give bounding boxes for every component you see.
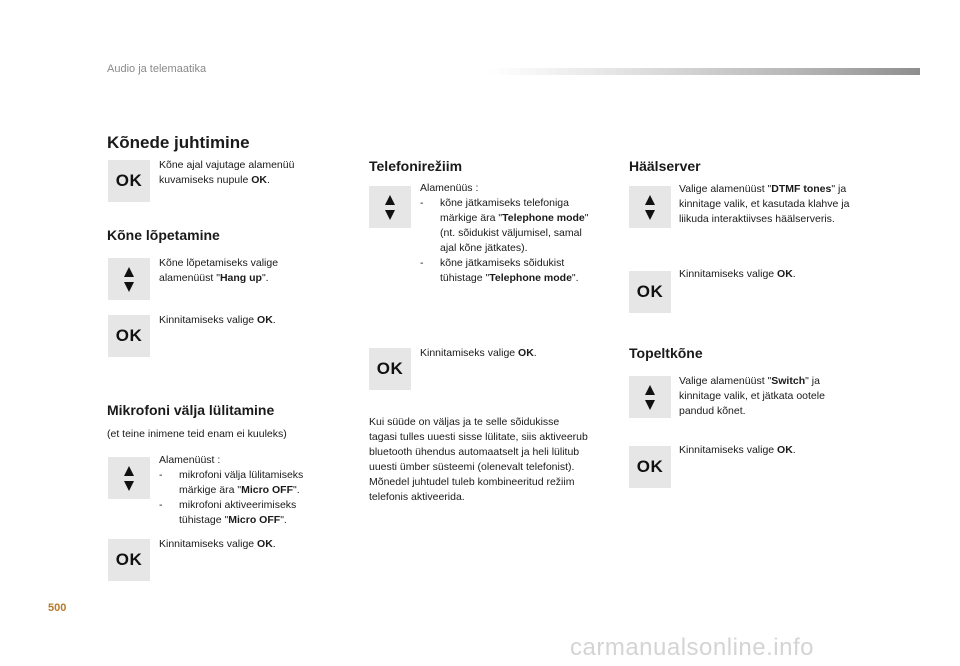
- switch-text: Valige alamenüüst "Switch" ja kinnitage valik, et jätkata ootele pandud kõnet.: [679, 375, 825, 417]
- mic-confirm-text: Kinnitamiseks valige OK.: [159, 538, 276, 550]
- title-double-call: Topeltkõne: [629, 345, 703, 361]
- up-down-arrows-icon: [629, 186, 671, 228]
- ok-button-icon: OK: [629, 446, 671, 488]
- title-end-call: Kõne lõpetamine: [107, 227, 220, 243]
- title-voice-server: Häälserver: [629, 158, 701, 174]
- end-call-text: Kõne lõpetamiseks valige alamenüüst "Hang up".: [159, 257, 279, 284]
- confirm-text: Kinnitamiseks valige OK.: [159, 314, 276, 326]
- ok-label: OK: [115, 171, 143, 190]
- header-bar: [490, 68, 920, 75]
- ok-button-icon: OK: [108, 315, 150, 357]
- phone-confirm-text: Kinnitamiseks valige OK.: [420, 347, 537, 359]
- intro-text: Kõne ajal vajutage alamenüü kuvamiseks nupule OK.: [159, 159, 295, 186]
- switch-confirm-text: Kinnitamiseks valige OK.: [679, 444, 796, 456]
- mic-note: (et teine inimene teid enam ei kuuleks): [107, 428, 287, 440]
- up-down-arrows-icon: [369, 186, 411, 228]
- ok-button-icon: OK: [369, 348, 411, 390]
- up-down-arrows-icon: [108, 457, 150, 499]
- ok-button-icon: OK: [629, 271, 671, 313]
- watermark: carmanualsonline.info: [570, 634, 814, 661]
- page-number: 500: [48, 602, 67, 614]
- ok-button-icon: [108, 160, 150, 202]
- ok-button-icon: OK: [108, 539, 150, 581]
- voice-confirm-text: Kinnitamiseks valige OK.: [679, 268, 796, 280]
- dtmf-text: Valige alamenüüst "DTMF tones" ja kinnitage valik, et kasutada klahve ja liikuda interaktiivses häälserveris.: [679, 183, 850, 225]
- up-down-arrows-icon: [629, 376, 671, 418]
- title-call-management: Kõnede juhtimine: [107, 133, 250, 152]
- mic-submenu-text: Alamenüüst : - mikrofoni välja lülitamiseks märkige ära "Micro OFF". - mikrofoni aktiveerimiseks tühistage "Micro OFF".: [159, 454, 304, 526]
- up-down-arrows-icon: [108, 258, 150, 300]
- title-phone-mode: Telefonirežiim: [369, 158, 463, 174]
- bluetooth-paragraph: Kui süüde on väljas ja te selle sõidukisse tagasi tulles uuesti sisse lülitate, siis aktiveerub bluetooth ühendus automaatselt ja heli lülitub uuesti ümber süsteemi (olenevalt telefonist). Mõnedel juhtudel tuleb kombineeritud režiim telefonis aktiveerida.: [369, 416, 588, 503]
- phone-mode-text: Alamenüüs : - kõne jätkamiseks telefoniga märkige ära "Telephone mode" (nt. sõidukist väljumisel, samal ajal kõne jätkates). - kõne jätkamiseks sõidukist tühistage "Telephone mode".: [420, 182, 589, 284]
- title-mic-mute: Mikrofoni välja lülitamine: [107, 402, 275, 418]
- section-header: Audio ja telemaatika: [107, 63, 207, 75]
